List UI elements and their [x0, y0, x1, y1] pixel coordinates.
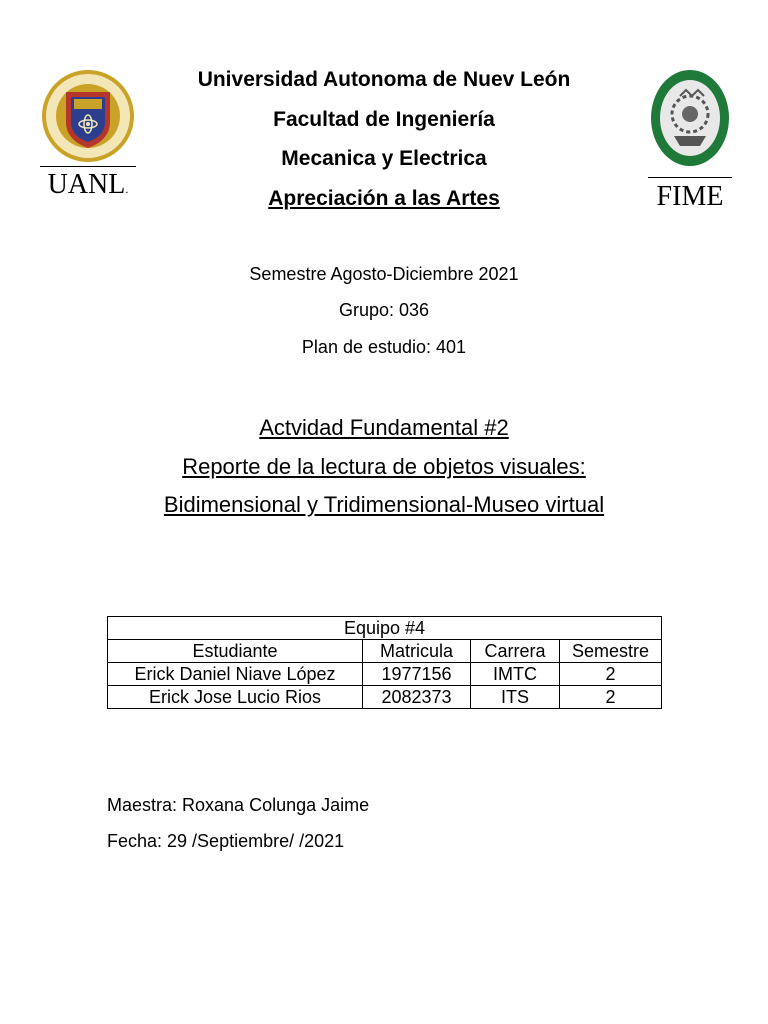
uanl-wordmark: UANL. [47, 169, 129, 200]
table-header-row [108, 640, 662, 663]
activity-title: Actvidad Fundamental #2 [259, 415, 509, 440]
header-semester: Semestre [560, 640, 662, 663]
study-plan: Plan de estudio: 401 [301, 337, 467, 357]
team-caption: Equipo #4 [108, 617, 662, 640]
activity-subtitle-1: Reporte de la lectura de objetos visuales: [182, 454, 586, 479]
cell-student: Erick Daniel Niave López [108, 663, 363, 686]
activity-subtitle-2: Bidimensional y Tridimensional-Museo virtual [163, 492, 605, 517]
team-table [107, 616, 662, 709]
teacher-name: Maestra: Roxana Colunga Jaime [107, 795, 370, 815]
university-name: Universidad Autonoma de Nuev León [197, 68, 571, 91]
fime-rule [648, 177, 732, 178]
date-line: Fecha: 29 /Septiembre/ /2021 [107, 831, 345, 851]
cell-semester: 2 [560, 686, 662, 709]
cell-career: ITS [471, 686, 560, 709]
header-career: Carrera [471, 640, 560, 663]
group-number: Grupo: 036 [338, 300, 430, 320]
cell-semester: 2 [560, 663, 662, 686]
header-matricula: Matricula [363, 640, 471, 663]
semester-period: Semestre Agosto-Diciembre 2021 [249, 264, 519, 284]
header-student: Estudiante [108, 640, 363, 663]
cell-student: Erick Jose Lucio Rios [108, 686, 363, 709]
cell-matricula: 1977156 [363, 663, 471, 686]
fime-wordmark: FIME [656, 181, 724, 212]
faculty-name: Facultad de Ingeniería [273, 108, 495, 131]
table-caption-row [108, 617, 662, 640]
course-name: Apreciación a las Artes [268, 187, 500, 210]
table-row [108, 663, 662, 686]
faculty-name-2: Mecanica y Electrica [281, 147, 487, 170]
table-row [108, 686, 662, 709]
cell-matricula: 2082373 [363, 686, 471, 709]
cell-career: IMTC [471, 663, 560, 686]
